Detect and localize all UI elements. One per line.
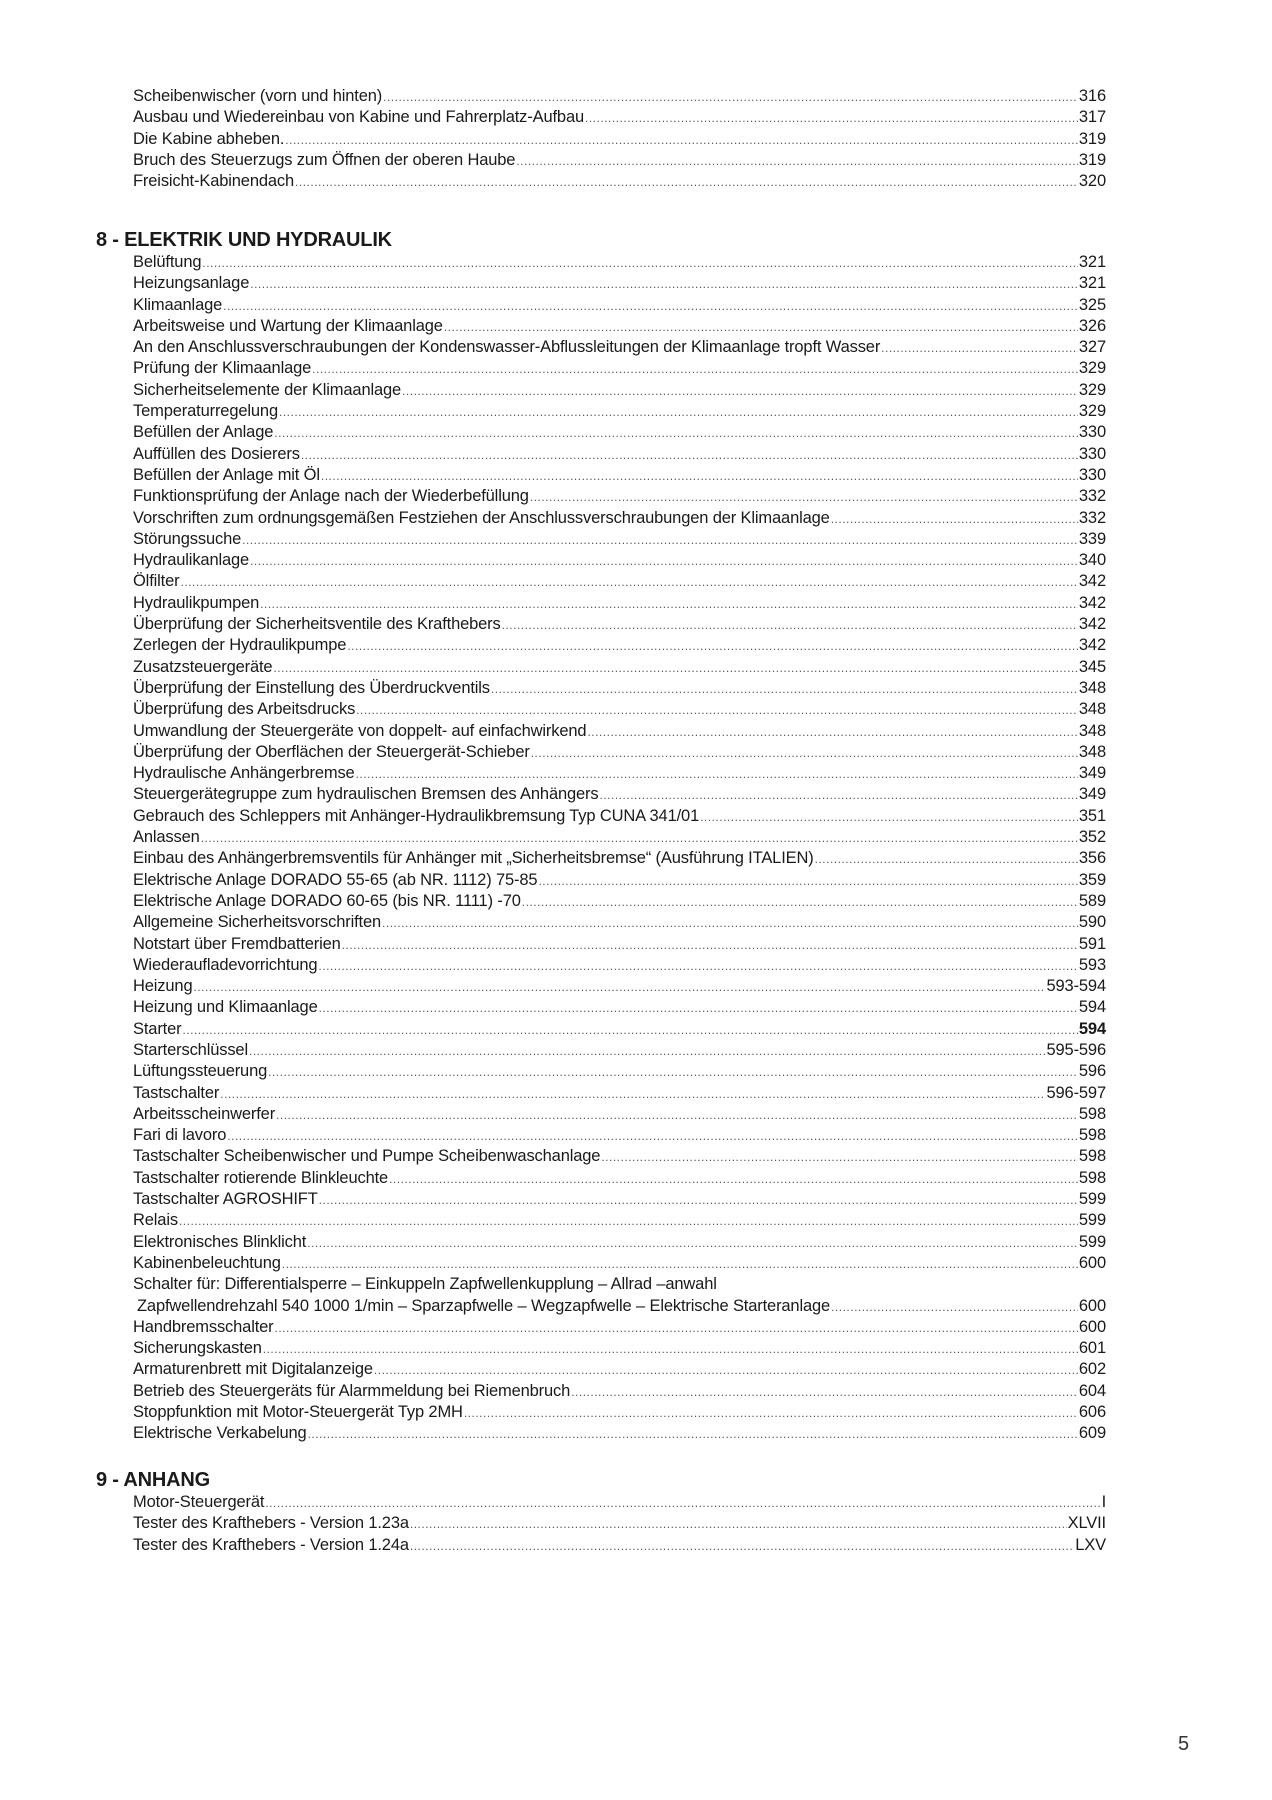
toc-entry[interactable]: [133, 997, 1106, 1018]
dot-leader: [275, 1318, 1078, 1338]
entry-page: 317: [1078, 108, 1106, 127]
entry-page: 348: [1078, 721, 1106, 740]
dot-leader: [321, 466, 1078, 486]
entry-title: Schalter für: Differentialsperre – Einkuppeln Zapfwellenkupplung – Allrad –anwahl: [133, 1275, 717, 1294]
entry-title: Temperaturregelung: [133, 402, 278, 421]
toc-entry[interactable]: [133, 1253, 1106, 1274]
toc-entry[interactable]: [133, 806, 1106, 827]
toc-entry[interactable]: [133, 1423, 1106, 1444]
entry-title: Ausbau und Wiedereinbau von Kabine und Fahrerplatz-Aufbau: [133, 108, 585, 127]
toc-entry[interactable]: [133, 827, 1106, 848]
dot-leader: [410, 1536, 1074, 1556]
entry-page: 329: [1078, 359, 1106, 378]
entry-title: Motor-Steuergerät: [133, 1493, 265, 1511]
page-number: 5: [1178, 1733, 1190, 1755]
entry-title: Elektrische Anlage DORADO 55-65 (ab NR. 1112) 75-85: [133, 870, 538, 889]
entry-page: 319: [1078, 129, 1106, 148]
entry-title: Befüllen der Anlage mit Öl: [133, 465, 320, 484]
entry-title: Überprüfung des Arbeitsdrucks: [133, 700, 356, 719]
entry-page: 600: [1078, 1253, 1106, 1272]
dot-leader: [220, 1084, 1045, 1104]
toc-entry[interactable]: [133, 401, 1106, 422]
entry-page: 332: [1078, 508, 1106, 527]
entry-title: Prüfung der Klimaanlage: [133, 359, 312, 378]
entry-title: Fari di lavoro: [133, 1126, 227, 1145]
entry-page: 339: [1078, 529, 1106, 548]
entry-title: Sicherungskasten: [133, 1339, 262, 1358]
toc-entry[interactable]: [133, 1317, 1106, 1338]
entry-title: Tastschalter: [133, 1083, 220, 1102]
entry-title: Elektrische Verkabelung: [133, 1424, 307, 1443]
dot-leader: [585, 108, 1078, 128]
dot-leader: [249, 1041, 1046, 1061]
dot-leader: [268, 1062, 1078, 1082]
entry-title: Relais: [133, 1211, 178, 1230]
dot-leader: [522, 892, 1078, 912]
entry-page: 594: [1078, 998, 1106, 1017]
entry-page: 351: [1078, 806, 1106, 825]
dot-leader: [464, 1403, 1078, 1423]
entry-title: Hydraulische Anhängerbremse: [133, 764, 355, 783]
dot-leader: [538, 871, 1077, 891]
toc-entry[interactable]: [133, 1296, 1106, 1317]
dot-leader: [242, 530, 1078, 550]
entry-title: Umwandlung der Steuergeräte von doppelt- auf einfachwirkend: [133, 721, 587, 740]
entry-title: An den Anschlussverschraubungen der Kondenswasser-Abflussleitungen der Klimaanlage tropft Wasser: [133, 338, 881, 357]
dot-leader: [881, 338, 1078, 358]
entry-title: Hydraulikanlage: [133, 551, 250, 570]
section-entries: [96, 1492, 1106, 1556]
dot-leader: [260, 594, 1078, 614]
entry-title: Überprüfung der Oberflächen der Steuergerät-Schieber: [133, 742, 530, 761]
entry-title: Überprüfung der Einstellung des Überdruckventils: [133, 678, 490, 697]
toc-continuation: [96, 86, 1106, 192]
toc-entry[interactable]: [133, 273, 1106, 294]
entry-page: 609: [1078, 1424, 1106, 1443]
toc-entry[interactable]: [133, 337, 1106, 358]
dot-leader: [319, 998, 1078, 1018]
dot-leader: [383, 87, 1078, 107]
toc-entry[interactable]: [133, 508, 1106, 529]
entry-page: 327: [1078, 338, 1106, 357]
toc-entry[interactable]: [133, 593, 1106, 614]
dot-leader: [301, 445, 1078, 465]
dot-leader: [700, 807, 1078, 827]
toc-entry[interactable]: [133, 107, 1106, 128]
entry-title: Überprüfung der Sicherheitsventile des Krafthebers: [133, 615, 501, 634]
entry-page: 599: [1078, 1190, 1106, 1209]
entry-page: 321: [1078, 253, 1106, 271]
entry-page: 332: [1078, 487, 1106, 506]
entry-title: Tester des Krafthebers - Version 1.24a: [133, 1535, 409, 1554]
toc-entry[interactable]: [133, 976, 1106, 997]
toc-entry[interactable]: [133, 1535, 1106, 1556]
dot-leader: [831, 509, 1078, 529]
dot-leader: [815, 849, 1078, 869]
entry-title: Klimaanlage: [133, 295, 223, 314]
dot-leader: [308, 1424, 1078, 1444]
toc-entry[interactable]: [133, 1381, 1106, 1402]
entry-page: 598: [1078, 1147, 1106, 1166]
entry-title: Allgemeine Sicherheitsvorschriften: [133, 913, 382, 932]
dot-leader: [250, 551, 1078, 571]
entry-page: I: [1101, 1493, 1106, 1511]
dot-leader: [250, 274, 1078, 294]
entry-title: Zusatzsteuergeräte: [133, 657, 273, 676]
dot-leader: [502, 615, 1078, 635]
entry-page: 349: [1078, 785, 1106, 804]
entry-page: 596: [1078, 1062, 1106, 1081]
entry-title: Stoppfunktion mit Motor-Steuergerät Typ 2MH: [133, 1403, 463, 1422]
toc-entry[interactable]: [133, 678, 1106, 699]
dot-leader: [273, 658, 1077, 678]
entry-page: 604: [1078, 1381, 1106, 1400]
entry-page: 340: [1078, 551, 1106, 570]
entry-page: XLVII: [1067, 1514, 1106, 1533]
entry-title: Sicherheitselemente der Klimaanlage: [133, 380, 402, 399]
toc-entry[interactable]: [133, 891, 1106, 912]
entry-page: 342: [1078, 636, 1106, 655]
entry-title: Armaturenbrett mit Digitalanzeige: [133, 1360, 373, 1379]
dot-leader: [587, 722, 1077, 742]
toc-entry[interactable]: [133, 1513, 1106, 1534]
dot-leader: [202, 253, 1078, 273]
entry-title: Arbeitsweise und Wartung der Klimaanlage: [133, 316, 443, 335]
toc-entry[interactable]: [133, 1359, 1106, 1380]
entry-title: Tastschalter Scheibenwischer und Pumpe Scheibenwaschanlage: [133, 1147, 601, 1166]
toc-entry[interactable]: [133, 1492, 1106, 1513]
toc-entry[interactable]: [133, 1083, 1106, 1104]
entry-page: 606: [1078, 1403, 1106, 1422]
entry-page: 325: [1078, 295, 1106, 314]
dot-leader: [312, 359, 1078, 379]
entry-page: 602: [1078, 1360, 1106, 1379]
toc-entry[interactable]: [133, 150, 1106, 171]
entry-title: Tastschalter rotierende Blinkleuchte: [133, 1168, 389, 1187]
dot-leader: [831, 1297, 1078, 1317]
entry-title: Notstart über Fremdbatterien: [133, 934, 341, 953]
dot-leader: [279, 402, 1078, 422]
toc-entry[interactable]: [133, 444, 1106, 465]
dot-leader: [282, 1254, 1078, 1274]
entry-title: Zapfwellendrehzahl 540 1000 1/min – Sparzapfwelle – Wegzapfwelle – Elektrische Starteranlage: [137, 1296, 831, 1315]
dot-leader: [402, 381, 1078, 401]
dot-leader: [201, 828, 1078, 848]
entry-page: LXV: [1075, 1535, 1106, 1554]
toc-entry[interactable]: [133, 316, 1106, 337]
entry-page: 598: [1078, 1104, 1106, 1123]
toc-entry[interactable]: [133, 699, 1106, 720]
dot-leader: [182, 1020, 1077, 1040]
toc-entry[interactable]: [133, 848, 1106, 869]
dot-leader: [318, 956, 1077, 976]
entry-page: 599: [1078, 1211, 1106, 1230]
toc-entry[interactable]: [133, 252, 1106, 273]
dot-leader: [374, 1360, 1078, 1380]
entry-page: 329: [1078, 402, 1106, 421]
entry-page: 600: [1078, 1317, 1106, 1336]
dot-leader: [274, 423, 1078, 443]
dot-leader: [263, 1339, 1078, 1359]
entry-page: 326: [1078, 316, 1106, 335]
entry-page: 319: [1078, 150, 1106, 169]
entry-title: Ölfilter: [133, 572, 180, 591]
toc-entry[interactable]: [133, 635, 1106, 656]
entry-title: Betrieb des Steuergeräts für Alarmmeldung bei Riemenbruch: [133, 1381, 571, 1400]
toc-entry[interactable]: [133, 380, 1106, 401]
entry-title: Störungssuche: [133, 529, 242, 548]
entry-title: Tastschalter AGROSHIFT: [133, 1190, 318, 1209]
entry-page: 359: [1078, 870, 1106, 889]
toc-section-8: [96, 228, 1106, 1445]
entry-title: Heizung: [133, 977, 193, 996]
entry-page: 593: [1078, 955, 1106, 974]
entry-title: Arbeitsscheinwerfer: [133, 1104, 276, 1123]
entry-page: 590: [1078, 913, 1106, 932]
dot-leader: [356, 764, 1078, 784]
dot-leader: [356, 700, 1078, 720]
section-title: 8 - ELEKTRIK UND HYDRAULIK: [96, 229, 392, 251]
dot-leader: [347, 636, 1078, 656]
entry-page: 596-597: [1046, 1083, 1106, 1102]
toc-entry[interactable]: [133, 763, 1106, 784]
dot-leader: [601, 1147, 1078, 1167]
dot-leader: [179, 1211, 1078, 1231]
dot-leader: [194, 977, 1046, 997]
entry-page: 330: [1078, 444, 1106, 463]
dot-leader: [530, 487, 1078, 507]
toc-entry[interactable]: [133, 784, 1106, 805]
dot-leader: [295, 172, 1078, 192]
entry-title: Gebrauch des Schleppers mit Anhänger-Hydraulikbremsung Typ CUNA 341/01: [133, 806, 700, 825]
entry-title: Funktionsprüfung der Anlage nach der Wiederbefüllung: [133, 487, 529, 506]
toc-entry[interactable]: [133, 1274, 1106, 1295]
entry-title: Starter: [133, 1019, 182, 1038]
entry-page: 601: [1078, 1339, 1106, 1358]
entry-title: Befüllen der Anlage: [133, 423, 274, 442]
toc-entry[interactable]: [133, 550, 1106, 571]
dot-leader: [531, 743, 1078, 763]
toc-entry[interactable]: [133, 486, 1106, 507]
dot-leader: [491, 679, 1078, 699]
toc-entry[interactable]: [133, 912, 1106, 933]
toc-entry[interactable]: [133, 870, 1106, 891]
entry-page: 594: [1078, 1019, 1106, 1038]
dot-leader: [389, 1169, 1078, 1189]
toc-entry[interactable]: [133, 657, 1106, 678]
entry-title: Einbau des Anhängerbremsventils für Anhänger mit „Sicherheitsbremse“ (Ausführung ITALIEN): [133, 849, 814, 868]
toc-entry[interactable]: [133, 358, 1106, 379]
toc-entry[interactable]: [133, 1104, 1106, 1125]
entry-page: 348: [1078, 742, 1106, 761]
dot-leader: [265, 1493, 1100, 1513]
entry-page: 598: [1078, 1126, 1106, 1145]
entry-page: 595-596: [1046, 1040, 1106, 1059]
dot-leader: [444, 317, 1078, 337]
dot-leader: [382, 913, 1078, 933]
entry-page: 589: [1078, 891, 1106, 910]
entry-page: 316: [1078, 87, 1106, 105]
entry-title: Tester des Krafthebers - Version 1.23a: [133, 1514, 409, 1533]
dot-leader: [285, 130, 1078, 150]
toc-entry[interactable]: [133, 955, 1106, 976]
entry-title: Anlassen: [133, 828, 200, 847]
toc-entry[interactable]: [133, 1338, 1106, 1359]
entry-page: 320: [1078, 172, 1106, 191]
dot-leader: [227, 1126, 1078, 1146]
entry-page: 348: [1078, 678, 1106, 697]
toc-entry[interactable]: [133, 1232, 1106, 1253]
entry-page: 321: [1078, 274, 1106, 293]
dot-leader: [342, 935, 1078, 955]
toc-entry[interactable]: [133, 1019, 1106, 1040]
entry-page: 342: [1078, 615, 1106, 634]
entry-page: 600: [1078, 1296, 1106, 1315]
dot-leader: [600, 785, 1078, 805]
entry-title: Lüftungssteuerung: [133, 1062, 268, 1081]
toc-entry[interactable]: [133, 129, 1106, 150]
entry-title: Heizung und Klimaanlage: [133, 998, 318, 1017]
dot-leader: [410, 1514, 1067, 1534]
dot-leader: [571, 1382, 1078, 1402]
dot-leader: [223, 296, 1078, 316]
toc-entry[interactable]: [133, 1189, 1106, 1210]
entry-page: 330: [1078, 423, 1106, 442]
toc-entry[interactable]: [133, 742, 1106, 763]
toc-entry[interactable]: [133, 571, 1106, 592]
dot-leader: [319, 1190, 1078, 1210]
entry-page: 598: [1078, 1168, 1106, 1187]
entry-title: Steuergerätegruppe zum hydraulischen Bremsen des Anhängers: [133, 785, 599, 804]
toc-entry[interactable]: [133, 86, 1106, 107]
entry-page: 591: [1078, 934, 1106, 953]
entry-title: Zerlegen der Hydraulikpumpe: [133, 636, 347, 655]
entry-title: Die Kabine abheben.: [133, 129, 285, 148]
entry-page: 348: [1078, 700, 1106, 719]
toc-section-9: [96, 1468, 1106, 1556]
entry-title: Heizungsanlage: [133, 274, 250, 293]
toc-entry[interactable]: [133, 1125, 1106, 1146]
section-title: 9 - ANHANG: [96, 1469, 210, 1491]
entry-title: Freisicht-Kabinendach: [133, 172, 295, 191]
entry-title: Scheibenwischer (vorn und hinten): [133, 87, 383, 105]
section-entries: [96, 252, 1106, 1445]
dot-leader: [276, 1105, 1078, 1125]
entry-title: Handbremsschalter: [133, 1317, 274, 1336]
toc-entry[interactable]: [133, 934, 1106, 955]
entry-page: 356: [1078, 849, 1106, 868]
entry-title: Elektronisches Blinklicht: [133, 1232, 307, 1251]
entry-title: Kabinenbeleuchtung: [133, 1253, 281, 1272]
toc-entry[interactable]: [133, 721, 1106, 742]
entry-page: 593-594: [1046, 977, 1106, 996]
entry-title: Auffüllen des Dosierers: [133, 444, 300, 463]
toc-entry[interactable]: [133, 1168, 1106, 1189]
entry-page: 342: [1078, 593, 1106, 612]
toc-entry[interactable]: [133, 1040, 1106, 1061]
toc-entry[interactable]: [133, 465, 1106, 486]
entry-page: 329: [1078, 380, 1106, 399]
entry-page: 342: [1078, 572, 1106, 591]
toc-entry[interactable]: [133, 171, 1106, 192]
entry-title: Starterschlüssel: [133, 1040, 248, 1059]
toc-entry[interactable]: [133, 614, 1106, 635]
entry-title: Bruch des Steuerzugs zum Öffnen der oberen Haube: [133, 150, 516, 169]
toc-entry[interactable]: [133, 295, 1106, 316]
entry-page: 349: [1078, 764, 1106, 783]
dot-leader: [180, 572, 1077, 592]
entry-title: Elektrische Anlage DORADO 60-65 (bis NR. 1111) -70: [133, 891, 521, 910]
dot-leader: [307, 1233, 1078, 1253]
toc-entry[interactable]: [133, 529, 1106, 550]
entry-title: Hydraulikpumpen: [133, 593, 260, 612]
dot-leader: [516, 151, 1078, 171]
toc-entry[interactable]: [133, 1146, 1106, 1167]
entry-title: Vorschriften zum ordnungsgemäßen Festziehen der Anschlussverschraubungen der Klimaanlage: [133, 508, 830, 527]
toc-entry[interactable]: [133, 1210, 1106, 1231]
entry-title: Wiederaufladevorrichtung: [133, 955, 318, 974]
toc-entry[interactable]: [133, 1402, 1106, 1423]
entry-page: 599: [1078, 1232, 1106, 1251]
toc-entry[interactable]: [133, 1061, 1106, 1082]
toc-entry[interactable]: [133, 422, 1106, 443]
entry-page: 345: [1078, 657, 1106, 676]
entry-page: 330: [1078, 465, 1106, 484]
entry-title: Belüftung: [133, 253, 202, 271]
entry-page: 352: [1078, 828, 1106, 847]
